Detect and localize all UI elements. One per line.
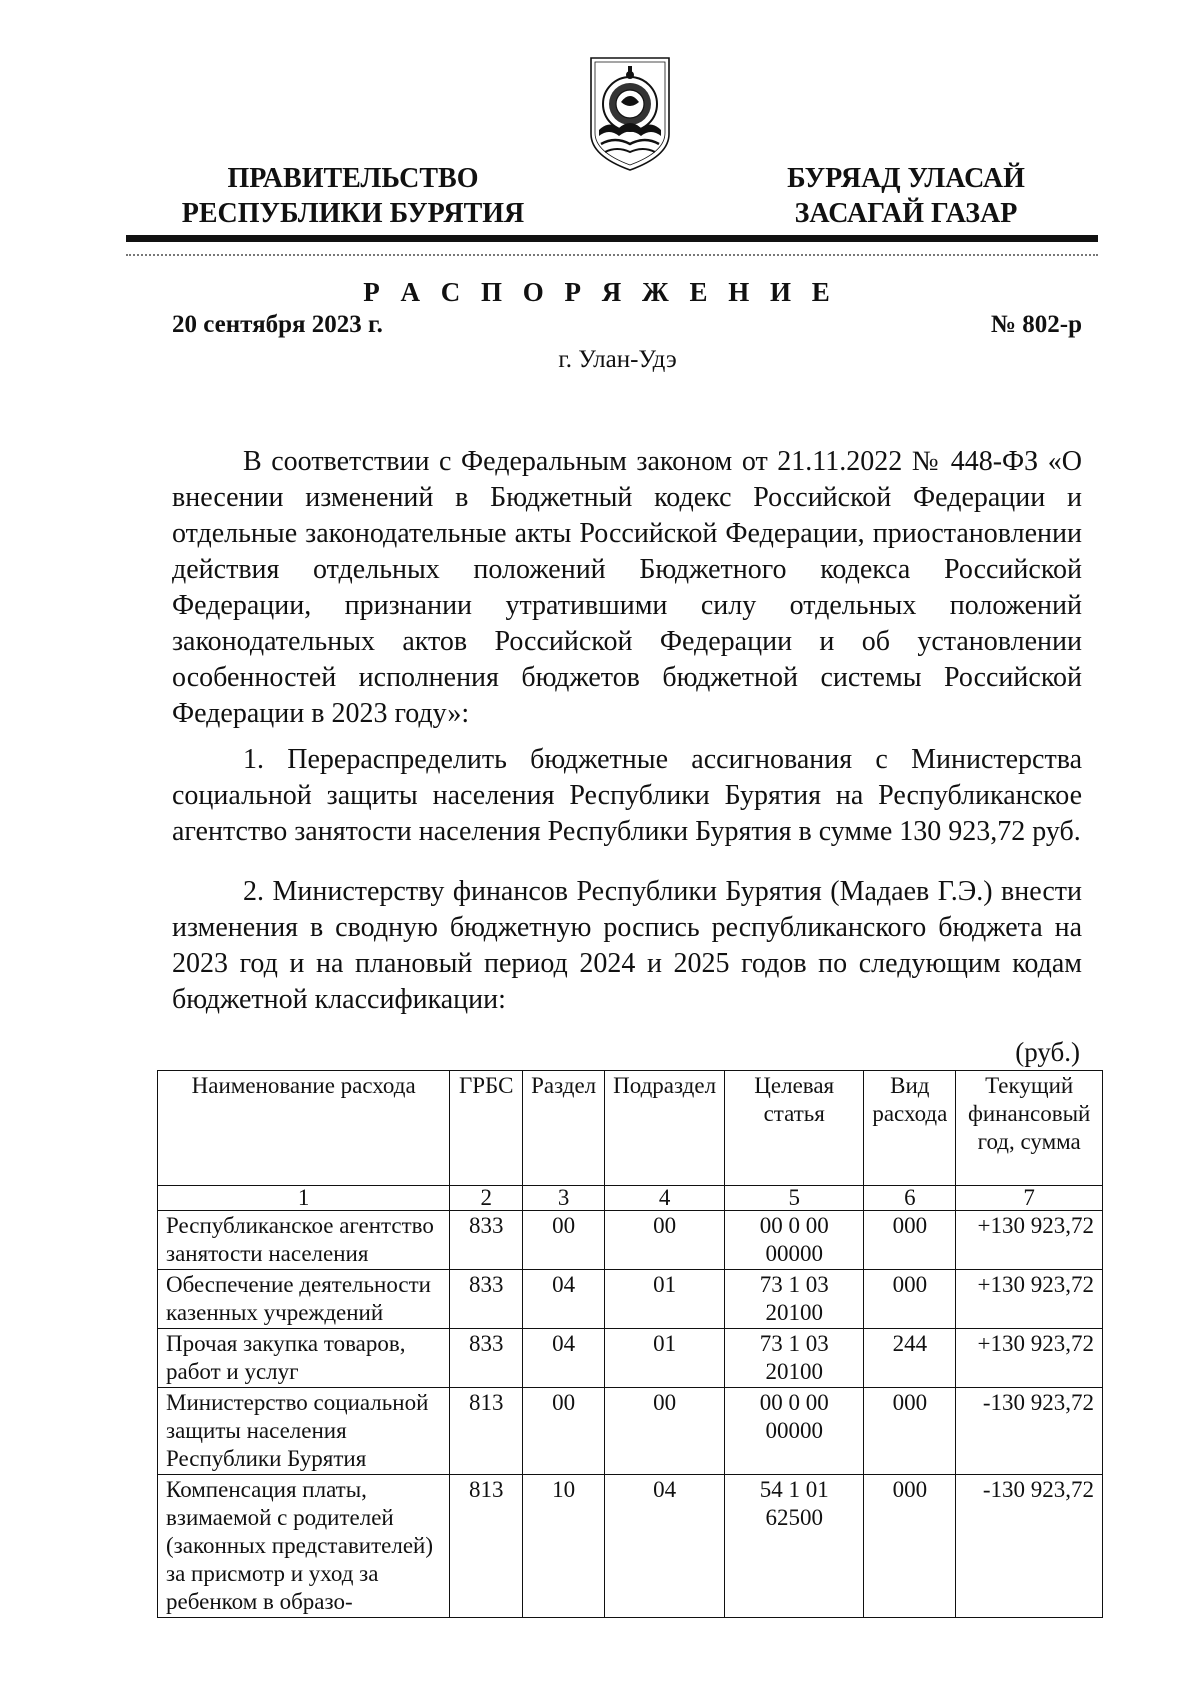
header-summa: Текущий финансовый год, сумма xyxy=(956,1071,1103,1186)
column-number: 7 xyxy=(956,1186,1103,1211)
document-city: г. Улан-Удэ xyxy=(558,346,677,373)
table-row xyxy=(158,1329,1103,1388)
header-divider-thin xyxy=(126,254,1098,256)
preamble-paragraph: В соответствии с Федеральным законом от 21.11.2022 № 448-ФЗ «О внесении изменений в Бюджетный кодекс Российской Федерации и отдельные законодательные акты Российской Федерации, приостановлении действия отдельных положений Бюджетного кодекса Российской Федерации, признании утратившими силу отдельных положений законодательных актов Российской Федерации и об установлении особенностей исполнения бюджетов бюджетной системы Российской Федерации в 2023 году»: xyxy=(172,446,1082,729)
header-grbs: ГРБС xyxy=(450,1071,523,1186)
table-header-row xyxy=(158,1071,1103,1186)
cell-razdel: 10 xyxy=(523,1475,605,1618)
header-name: Наименование расхода xyxy=(158,1071,450,1186)
header-left-line2: РЕСПУБЛИКИ БУРЯТИЯ xyxy=(181,198,525,229)
column-number: 5 xyxy=(725,1186,864,1211)
cell-vid: 000 xyxy=(864,1475,956,1618)
cell-podrazdel: 00 xyxy=(605,1211,725,1270)
cell-razdel: 04 xyxy=(523,1270,605,1329)
cell-razdel: 04 xyxy=(523,1329,605,1388)
table-unit-label: (руб.) xyxy=(1015,1037,1080,1067)
table-row xyxy=(158,1270,1103,1329)
cell-name: Обеспечение деятельности казенных учреждений xyxy=(158,1270,450,1329)
cell-podrazdel: 00 xyxy=(605,1388,725,1475)
cell-vid: 000 xyxy=(864,1211,956,1270)
cell-statya: 00 0 00 00000 xyxy=(725,1388,864,1475)
coat-of-arms-emblem xyxy=(585,52,675,174)
table-row xyxy=(158,1475,1103,1618)
header-left-line1: ПРАВИТЕЛЬСТВО xyxy=(227,163,479,194)
column-number: 2 xyxy=(450,1186,523,1211)
cell-summa: +130 923,72 xyxy=(956,1211,1103,1270)
cell-name: Прочая закупка товаров, работ и услуг xyxy=(158,1329,450,1388)
cell-summa: +130 923,72 xyxy=(956,1329,1103,1388)
column-number: 4 xyxy=(605,1186,725,1211)
item-2-paragraph: 2. Министерству финансов Республики Бурятия (Мадаев Г.Э.) внести изменения в сводную бюджетную роспись республиканского бюджета на 2023 год и на плановый период 2024 и 2025 годов по следующим кодам бюджетной классификации: xyxy=(172,876,1082,1015)
cell-grbs: 833 xyxy=(450,1329,523,1388)
header-razdel: Раздел xyxy=(523,1071,605,1186)
cell-podrazdel: 01 xyxy=(605,1270,725,1329)
cell-name: Компенсация платы, взимаемой с родителей (законных представителей) за присмотр и уход за ребенком в образо- xyxy=(158,1475,450,1618)
cell-grbs: 813 xyxy=(450,1388,523,1475)
table-row xyxy=(158,1388,1103,1475)
cell-summa: -130 923,72 xyxy=(956,1475,1103,1618)
column-number: 3 xyxy=(523,1186,605,1211)
header-vid: Вид расхода xyxy=(864,1071,956,1186)
cell-statya: 00 0 00 00000 xyxy=(725,1211,864,1270)
cell-podrazdel: 01 xyxy=(605,1329,725,1388)
cell-vid: 000 xyxy=(864,1270,956,1329)
government-name-buryat xyxy=(716,161,1096,231)
government-name-russian xyxy=(153,161,553,231)
cell-grbs: 813 xyxy=(450,1475,523,1618)
header-podrazdel: Подраздел xyxy=(605,1071,725,1186)
table-column-numbers-row xyxy=(158,1186,1103,1211)
header-divider-thick xyxy=(126,235,1098,242)
document-type-title: Р А С П О Р Я Ж Е Н И Е xyxy=(363,277,837,307)
cell-grbs: 833 xyxy=(450,1211,523,1270)
column-number: 6 xyxy=(864,1186,956,1211)
cell-podrazdel: 04 xyxy=(605,1475,725,1618)
cell-razdel: 00 xyxy=(523,1388,605,1475)
cell-razdel: 00 xyxy=(523,1211,605,1270)
cell-name: Министерство социальной защиты населения Республики Бурятия xyxy=(158,1388,450,1475)
header-right-line1: БУРЯАД УЛАСАЙ xyxy=(787,163,1025,194)
cell-statya: 54 1 01 62500 xyxy=(725,1475,864,1618)
column-number: 1 xyxy=(158,1186,450,1211)
item-1-paragraph: 1. Перераспределить бюджетные ассигнования с Министерства социальной защиты населения Республики Бурятия на Республиканское агентство занятости населения Республики Бурятия в сумме 130 923,72 руб. xyxy=(172,744,1082,847)
header-right-line2: ЗАСАГАЙ ГАЗАР xyxy=(794,198,1018,229)
cell-statya: 73 1 03 20100 xyxy=(725,1270,864,1329)
cell-summa: -130 923,72 xyxy=(956,1388,1103,1475)
cell-statya: 73 1 03 20100 xyxy=(725,1329,864,1388)
table-row xyxy=(158,1211,1103,1270)
header-statya: Целевая статья xyxy=(725,1071,864,1186)
cell-name: Республиканское агентство занятости населения xyxy=(158,1211,450,1270)
cell-vid: 244 xyxy=(864,1329,956,1388)
document-date: 20 сентября 2023 г. xyxy=(172,311,383,338)
budget-classification-table xyxy=(157,1070,1103,1618)
cell-grbs: 833 xyxy=(450,1270,523,1329)
cell-summa: +130 923,72 xyxy=(956,1270,1103,1329)
cell-vid: 000 xyxy=(864,1388,956,1475)
document-number: № 802-р xyxy=(990,311,1082,338)
